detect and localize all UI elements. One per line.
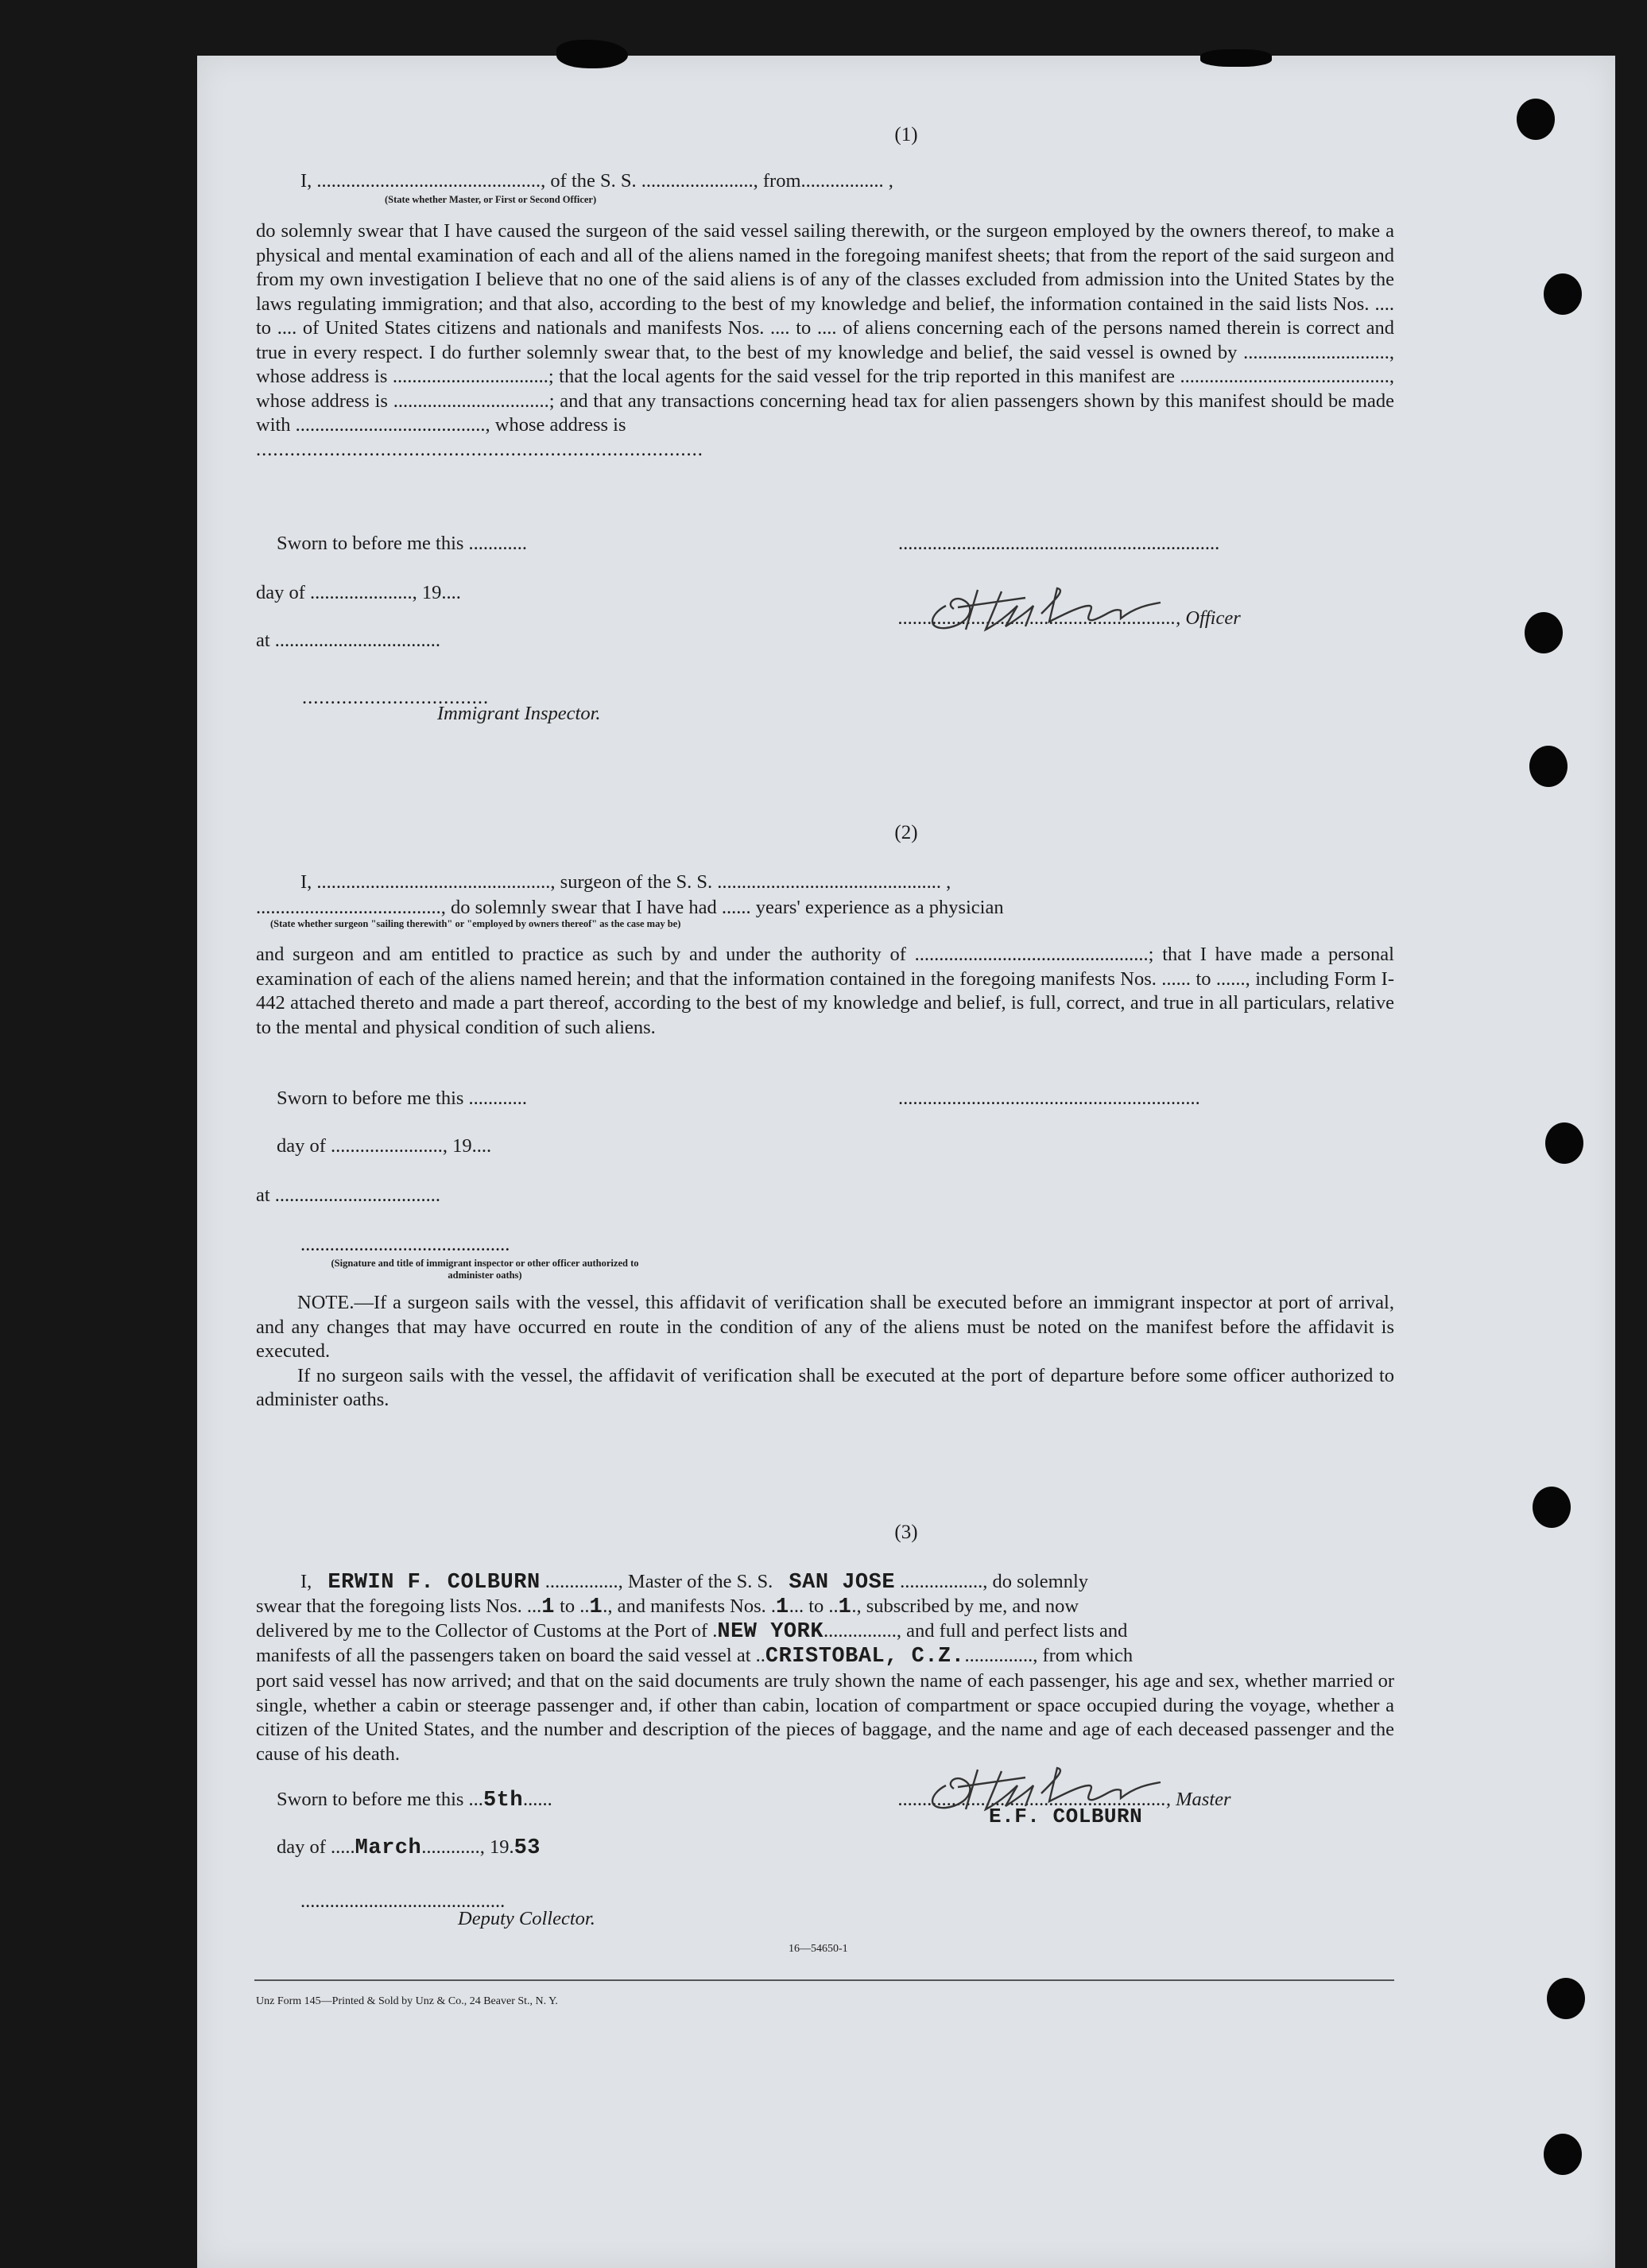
section-1-sworn: Sworn to before me this ............ [277,533,528,554]
section-3-text: ..............., and full and perfect lists and [824,1620,1128,1642]
master-name-signature-typed: E.F. COLBURN [989,1805,1143,1828]
officer-signature [922,574,1208,638]
printer-footer: Unz Form 145—Printed & Sold by Unz & Co., 24 Beaver St., N. Y. [256,1995,558,2007]
section-1-at: at .................................. [256,630,441,651]
year-typed: 53 [513,1836,541,1860]
section-3-text: .............., from which [964,1645,1134,1666]
section-3-text: ., and manifests Nos. . [603,1595,776,1617]
section-3-line-1 [300,1571,1088,1595]
punch-hole [1544,273,1582,315]
collector-dots: .......................................... [300,1890,506,1912]
section-2-note-1: NOTE.—If a surgeon sails with the vessel, this affidavit of verification shall be executed before an immigrant inspector at port of arrival, and any changes that may have occurred en route in the condition of any of the aliens must be noted on the manifest before the affidavit is executed. [256,1292,1394,1362]
section-1-inspector-dots: ................................. [302,687,490,708]
punch-hole [1525,612,1563,653]
section-3-text: I, [300,1571,312,1592]
torn-edge [1200,49,1272,67]
lists-from-typed: 1 [541,1595,555,1619]
section-3-body: port said vessel has now arrived; and that on the said documents are truly shown the name of each passenger, his age and sex, whether married or single, whether a cabin or steerage passenger and, if other than cabin, location of compartment or space occupied during the voyage, whether a citizen of the United States, and the number and description of the pieces of baggage, and the name and age of each deceased passenger and the cause of his death. [256,1670,1394,1765]
section-1-body: do solemnly swear that I have caused the surgeon of the said vessel sailing therewith, or the surgeon employed by the owners thereof, to make a physical and mental examination of each and all of the aliens named in the foregoing manifest sheets; that from the report of the said surgeon and from my own investigation I believe that no one of the said aliens is of any of the classes excluded from admission into the United States by the laws regulating immigration; and that also, according to the best of my knowledge and belief, the information contained in the said lists Nos. .... to .... of United States citizens and nationals and manifests Nos. .... to .... of aliens concerning each of the persons named therein is correct and true in every respect. I do further solemnly swear that, to the best of my knowledge and belief, the said vessel is owned by .............................., whose address is ................................; that the local agents for the said vessel for the trip reported in this manifest are ..........................................., whose address is ................................; and that any transactions concerning head tax for alien passengers shown by this manifest should be made with ......................................., whose address is [256,220,1394,436]
boarded-at-typed: CRISTOBAL, C.Z. [765,1645,965,1669]
section-1-day: day of ....................., 19.... [256,582,461,603]
deputy-collector: Deputy Collector. [458,1908,595,1929]
section-3-text: ................., do solemnly [900,1571,1089,1592]
section-3-number: (3) [894,1522,918,1543]
punch-hole [1547,1978,1585,2019]
section-2-first-line: I, ................................................, surgeon of the S. S. .............................................. , [300,871,951,893]
section-1-inspector: Immigrant Inspector. [437,703,601,724]
section-2-signature-dots: ........................................... [300,1234,510,1255]
section-3-text: Sworn to before me this ... [277,1789,483,1810]
lists-to-typed: 1 [589,1595,603,1619]
section-1-number: (1) [894,124,918,145]
section-2-note-2: If no surgeon sails with the vessel, the affidavit of verification shall be executed at the port of departure before some officer authorized to administer oaths. [256,1364,1394,1410]
section-2-sworn-right: .............................................................. [898,1087,1200,1109]
form-number: 16—54650-1 [789,1943,848,1955]
section-2-signature-note: (Signature and title of immigrant inspector or other officer authorized to administer oaths) [331,1258,639,1281]
section-2-day: day of ......................., 19.... [277,1135,492,1157]
sworn-day-typed: 5th [482,1789,524,1812]
manifests-from-typed: 1 [776,1595,789,1619]
section-3-master-line: ......................................................., Master [898,1789,1231,1810]
section-2-body: and surgeon and am entitled to practice as such by and under the authority of ................................................; that I have made a personal examination of each of the aliens named herein; and that the information contained in the foregoing manifests Nos. ...... to ......, including Form I-442 attached thereto and made a part thereof, according to the best of my knowledge and belief, is full, correct, and true in all particulars, relative to the mental and physical condition of such aliens. [256,944,1394,1038]
master-name-typed: ERWIN F. COLBURN [327,1571,541,1595]
section-3-line-2 [256,1595,1079,1619]
section-2-surgeon-note: (State whether surgeon "sailing therewith" or "employed by owners thereof" as the case may be) [270,918,681,929]
section-1-body-tail: ............................................................................... [256,438,703,460]
section-1-officer-note: (State whether Master, or First or Second Officer) [385,194,597,205]
section-3-text: to .. [560,1595,590,1617]
section-2-oath-text [256,943,1394,1040]
port-typed: NEW YORK [717,1620,824,1644]
section-2-second-line: ......................................, do solemnly swear that I have had ...... years' experience as a physician [256,897,1004,918]
section-2-notes [256,1291,1394,1413]
section-3-day [277,1836,541,1860]
section-3-text: swear that the foregoing lists Nos. ... [256,1595,542,1617]
punch-hole [1545,1122,1583,1164]
section-3-text: ., subscribed by me, and now [851,1595,1079,1617]
section-1-sworn-right: .................................................................. [898,533,1220,554]
ship-name-typed: SAN JOSE [789,1571,896,1595]
punch-hole [1529,746,1568,787]
section-3-text: ...... [523,1789,552,1810]
section-1-first-line: I, .............................................., of the S. S. ......................., from................. , [300,170,893,192]
section-3-line-3 [256,1620,1127,1644]
footer-rule [254,1979,1394,1981]
section-3-text: manifests of all the passengers taken on board the said vessel at .. [256,1645,765,1666]
section-2-sworn: Sworn to before me this ............ [277,1087,528,1109]
section-3-line-4 [256,1645,1133,1669]
section-3-text: ............, 19. [421,1836,514,1858]
section-3-sworn [277,1789,552,1812]
torn-edge [556,40,628,68]
section-2-number: (2) [894,822,918,843]
section-1-officer-line: ........................................................., Officer [898,607,1241,629]
section-2-at: at .................................. [256,1184,441,1206]
section-1-oath-text [256,219,1394,462]
section-3-oath-text [256,1669,1394,1766]
punch-hole [1544,2134,1582,2175]
section-3-text: day of ..... [277,1836,355,1858]
section-3-text: ... to .. [789,1595,839,1617]
section-3-text: delivered by me to the Collector of Customs at the Port of . [256,1620,718,1642]
manifests-to-typed: 1 [838,1595,852,1619]
section-3-text: ..............., Master of the S. S. [544,1571,773,1592]
month-typed: March [355,1836,422,1860]
